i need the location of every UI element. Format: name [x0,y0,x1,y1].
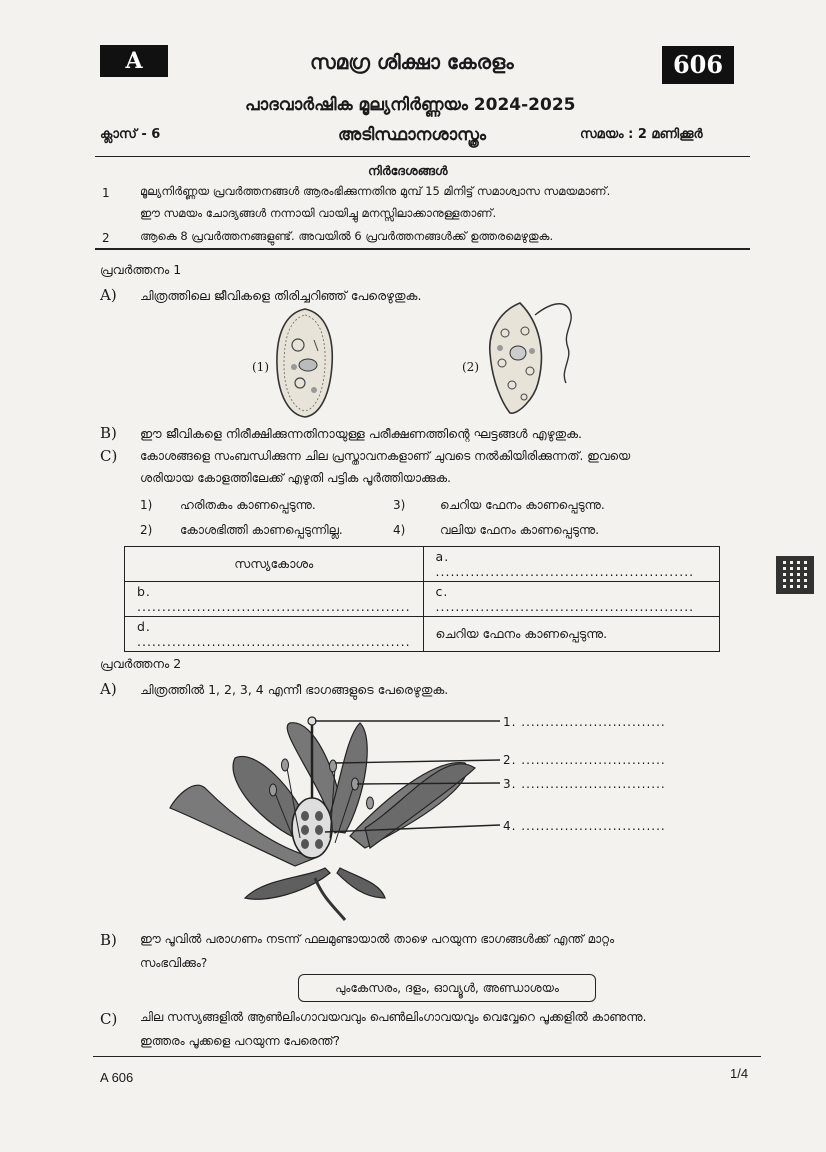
activity-1-qA-label: A) [100,286,117,304]
activity-1-qC-label: C) [100,447,118,465]
option-4-text: വലിയ ഫേനം കാണപ്പെടുന്നു. [440,523,600,537]
footer-code: A 606 [100,1070,134,1085]
activity-2-qC-label: C) [100,1010,118,1028]
time-label: സമയം : 2 മണിക്കൂർ [580,127,703,142]
activity-2-qB-line2: സംഭവിക്കും? [140,956,208,970]
figure-2-label: (2) [462,360,479,374]
paramecium-figure [270,305,340,420]
flower-parts-box: പുംകേസരം, ദളം, ഓവ്യൂൾ, അണ്ഡാശയം [298,974,596,1002]
instructions-top-rule [95,156,750,157]
instruction-1-number: 1 [102,186,110,200]
organization-title: സമഗ്ര ശിക്ഷാ കേരളം [310,50,514,74]
instruction-2-number: 2 [102,231,110,245]
page-number: 1/4 [730,1066,749,1081]
answer-blank-part-3[interactable]: 3. .............................. [503,777,666,791]
version-badge: A [100,45,168,77]
qr-code [776,556,814,594]
flower-diagram [165,708,510,923]
activity-2-qC-line2: ഇത്തരം പൂക്കളെ പറയുന്ന പേരെന്ത്? [140,1034,340,1048]
table-cell-small-vacuole: ചെറിയ ഫേനം കാണപ്പെടുന്നു. [423,617,719,652]
exam-title: പാദവാർഷിക മൂല്യനിർണ്ണയം 2024-2025 [245,95,576,115]
instruction-2-line1: ആകെ 8 പ്രവർത്തനങ്ങളുണ്ട്. അവയിൽ 6 പ്രവർത്തനങ്ങൾക്ക് ഉത്തരമെഴുതുക. [140,229,554,243]
activity-2-qC-line1: ചില സസ്യങ്ങളിൽ ആൺലിംഗാവയവവും പെൺലിംഗാവയവും വെവ്വേറെ പൂക്കളിൽ കാണുന്നു. [140,1010,647,1024]
activity-1-qC-line2: ശരിയായ കോളത്തിലേക്ക് എഴുതി പട്ടിക പൂർത്തിയാക്കുക. [140,471,451,485]
activity-1-qB-label: B) [100,424,117,442]
answer-blank-c[interactable]: c. .................................................... [423,582,719,617]
activity-2-qB-line1: ഈ പൂവിൽ പരാഗണം നടന്ന് ഫലമുണ്ടായാൽ താഴെ പറയുന്ന ഭാഗങ്ങൾക്ക് എന്ത് മാറ്റം [140,932,615,946]
answer-blank-a[interactable]: a. .................................................... [423,547,719,582]
option-4-number: 4) [393,523,406,537]
answer-blank-part-2[interactable]: 2. .............................. [503,753,666,767]
class-label: ക്ലാസ് - 6 [100,127,161,142]
option-3-text: ചെറിയ ഫേനം കാണപ്പെടുന്നു. [440,498,605,512]
activity-2-qB-label: B) [100,931,117,949]
activity-2-qA-label: A) [100,680,117,698]
activity-1-qA-text: ചിത്രത്തിലെ ജീവികളെ തിരിച്ചറിഞ്ഞ് പേരെഴുതുക. [140,288,422,303]
option-2-text: കോശഭിത്തി കാണപ്പെടുന്നില്ല. [180,523,343,537]
cell-comparison-table [124,546,720,652]
option-3-number: 3) [393,498,406,512]
instructions-heading: നിർദേശങ്ങൾ [368,163,448,178]
instruction-1-line2: ഈ സമയം ചോദ്യങ്ങൾ നന്നായി വായിച്ചു മനസ്സിലാക്കാനുള്ളതാണ്. [140,206,497,220]
table-row [125,547,720,582]
option-1-text: ഹരിതകം കാണപ്പെടുന്നു. [180,498,316,512]
table-row [125,582,720,617]
subject-title: അടിസ്ഥാനശാസ്ത്രം [338,125,487,145]
footer-rule [93,1056,761,1057]
activity-2-qA-text: ചിത്രത്തിൽ 1, 2, 3, 4 എന്നീ ഭാഗങ്ങളുടെ പേരെഴുതുക. [140,682,449,697]
figure-1-label: (1) [252,360,269,374]
answer-blank-part-1[interactable]: 1. .............................. [503,715,666,729]
question-code-badge: 606 [662,46,734,84]
activity-1-qC-line1: കോശങ്ങളെ സംബന്ധിക്കുന്ന ചില പ്രസ്താവനകളാണ് ചുവടെ നൽകിയിരിക്കുന്നത്. ഇവയെ [140,449,631,463]
option-1-number: 1) [140,498,153,512]
instruction-1-line1: മൂല്യനിർണ്ണയ പ്രവർത്തനങ്ങൾ ആരംഭിക്കുന്നതിനു മുമ്പ് 15 മിനിട്ട് സമാശ്വാസ സമയമാണ്. [140,184,611,198]
answer-blank-d[interactable]: d. ....................................................... [125,617,424,652]
option-2-number: 2) [140,523,153,537]
activity-1-qB-text: ഈ ജീവികളെ നിരീക്ഷിക്കുന്നതിനായുള്ള പരീക്ഷണത്തിന്റെ ഘട്ടങ്ങൾ എഴുതുക. [140,426,583,441]
instructions-bottom-rule [95,248,750,250]
euglena-figure [480,293,580,423]
answer-blank-b[interactable]: b. ....................................................... [125,582,424,617]
table-header-plant-cell: സസ്യകോശം [125,547,424,582]
table-row [125,617,720,652]
answer-blank-part-4[interactable]: 4. .............................. [503,819,666,833]
activity-1-title: പ്രവർത്തനം 1 [100,262,182,277]
activity-2-title: പ്രവർത്തനം 2 [100,656,182,671]
